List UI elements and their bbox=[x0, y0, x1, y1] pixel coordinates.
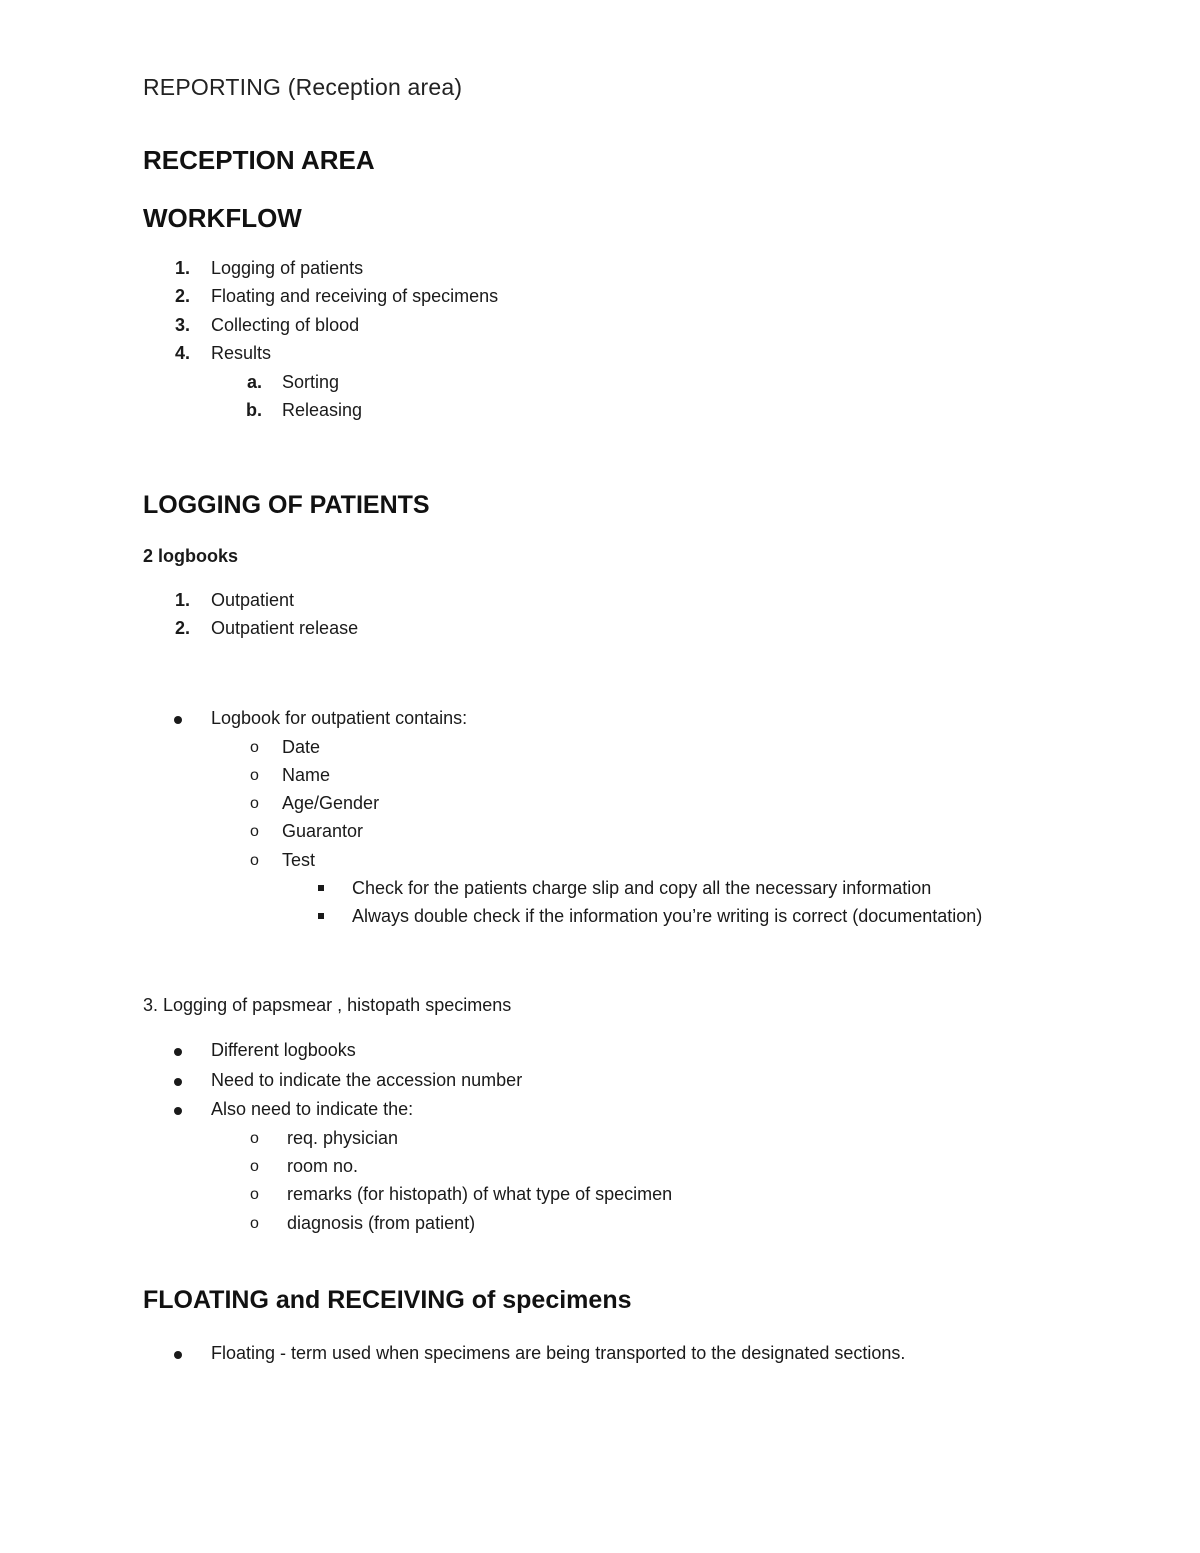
document-title: REPORTING (Reception area) bbox=[143, 74, 463, 100]
papsmear-heading: 3. Logging of papsmear , histopath specimens bbox=[143, 995, 512, 1015]
reception-area-heading: RECEPTION AREA bbox=[143, 145, 375, 175]
circle-bullet-icon: o bbox=[250, 739, 259, 756]
document-page: REPORTING (Reception area) RECEPTION AREA WORKFLOW 1. Logging of patients 2. Floating and receiving of specimens 3. Collecting of blood 4. Results a. Sorting b. Releasing LOGGING OF PATIENTS 2 logbooks 1. Outpatient 2. Outpatient release Logbook for outpatient contains: o Date o Name o Age/Gender o Guarantor o Test Check for the patients charge slip and copy all the necessary information Always double check if the information you’re writing is correct (documentation) 3. Logging of papsmear , histopath specimens Different logbooks Need to indicate the accession number Also need to indicate the: o req. physician o room no. o remarks (for histopath) of what type of specimen o diagnosis (from patient) FLOATING and RECEIVING of specimens Floating - term used when specimens are being transported to the designated sections. bbox=[143, 74, 983, 1363]
square-bullet-icon bbox=[318, 885, 324, 891]
circle-bullet-icon: o bbox=[250, 823, 259, 840]
circle-bullet-icon: o bbox=[250, 1158, 259, 1175]
circle-bullet-icon: o bbox=[250, 1186, 259, 1203]
circle-bullet-icon: o bbox=[250, 1215, 259, 1232]
bullet-icon bbox=[174, 1048, 182, 1056]
circle-bullet-icon: o bbox=[250, 767, 259, 784]
circle-bullet-icon: o bbox=[250, 1130, 259, 1147]
square-bullet-icon bbox=[318, 913, 324, 919]
logging-heading: LOGGING OF PATIENTS bbox=[143, 491, 430, 519]
bullet-icon bbox=[174, 1351, 182, 1359]
circle-bullet-icon: o bbox=[250, 795, 259, 812]
workflow-heading: WORKFLOW bbox=[143, 203, 302, 233]
circle-bullet-icon: o bbox=[250, 852, 259, 869]
floating-heading: FLOATING and RECEIVING of specimens bbox=[143, 1286, 632, 1314]
logbooks-label: 2 logbooks bbox=[143, 546, 239, 566]
bullet-icon bbox=[174, 1107, 182, 1115]
bullet-icon bbox=[174, 716, 182, 724]
bullet-icon bbox=[174, 1078, 182, 1086]
